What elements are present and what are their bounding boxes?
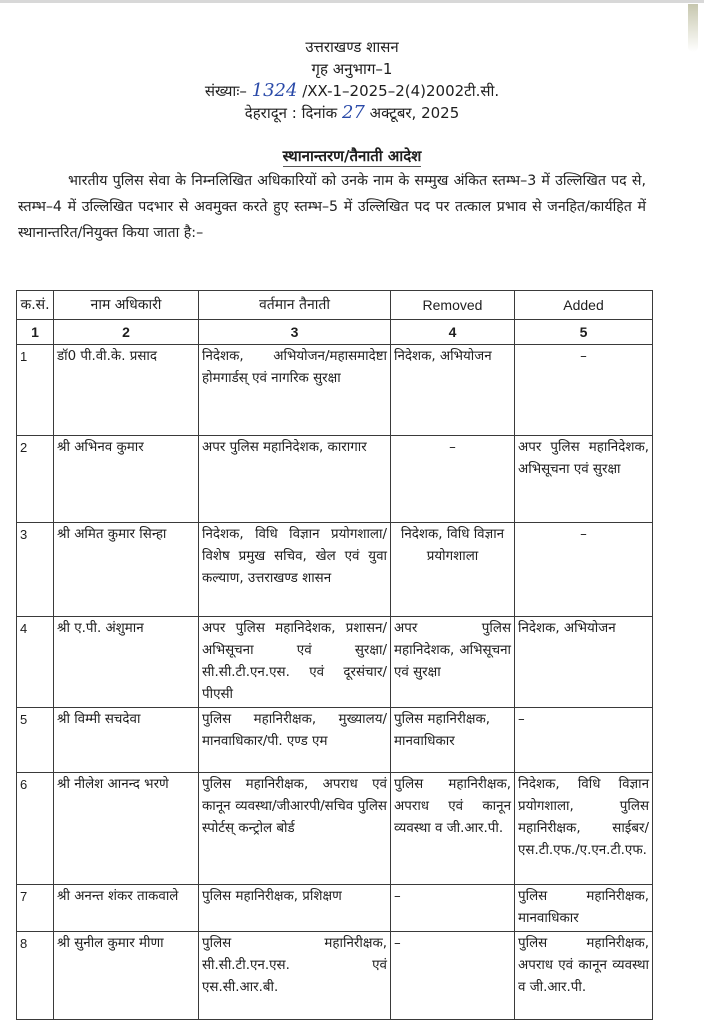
removed-cell: निदेशक, विधि विज्ञान प्रयोगशाला (391, 523, 515, 617)
removed-cell: निदेशक, अभियोजन (391, 345, 515, 436)
header-added: Added (515, 291, 653, 320)
table-row (17, 773, 653, 885)
table-row (17, 345, 653, 436)
serial-cell: 5 (17, 708, 54, 773)
serial-cell: 8 (17, 932, 54, 1020)
table-row (17, 885, 653, 932)
order-title-text: स्थानान्तरण/तैनाती आदेश (282, 147, 422, 165)
added-cell: निदेशक, विधि विज्ञान प्रयोगशाला, पुलिस महानिरीक्षक, साईबर/एस.टी.एफ./ए.एन.टी.एफ. (515, 773, 653, 885)
header-officer-name: नाम अधिकारी (54, 291, 199, 320)
officer-name-cell: श्री ए.पी. अंशुमान (54, 617, 199, 708)
added-cell: – (515, 708, 653, 773)
order-paragraph: भारतीय पुलिस सेवा के निम्नलिखित अधिकारियों को उनके नाम के सम्मुख अंकित स्तम्भ–3 में उल्लिखित पद से, स्तम्भ–4 में उल्लिखित पदभार से अवमुक्त करते हुए स्तम्भ–5 में उल्लिखित पद पर तत्काल प्रभाव से जनहित/कार्यहित में स्थानान्तरित/नियुक्त किया जाता है:– (18, 173, 646, 241)
removed-cell: पुलिस महानिरीक्षक, मानवाधिकार (391, 708, 515, 773)
added-cell: पुलिस महानिरीक्षक, अपराध एवं कानून व्यवस्था व जी.आर.पी. (515, 932, 653, 1020)
place-date-label: देहरादून : दिनांक (244, 104, 338, 122)
handwritten-date: 27 (341, 102, 365, 123)
officer-name-cell: श्री विम्मी सचदेवा (54, 708, 199, 773)
table-header-row (17, 291, 653, 320)
added-cell: – (515, 523, 653, 617)
column-number: 4 (391, 320, 515, 345)
serial-cell: 7 (17, 885, 54, 932)
order-date (0, 102, 704, 124)
removed-cell: – (391, 436, 515, 523)
officer-name-cell: श्री अभिनव कुमार (54, 436, 199, 523)
current-posting-cell: पुलिस महानिरीक्षक, मुख्यालय/मानवाधिकार/पी. एण्ड एम (199, 708, 391, 773)
table-row (17, 708, 653, 773)
officer-name-cell: श्री सुनील कुमार मीणा (54, 932, 199, 1020)
number-suffix: /XX-1–2025–2(4)2002टी.सी. (302, 82, 500, 100)
added-cell: पुलिस महानिरीक्षक, मानवाधिकार (515, 885, 653, 932)
department-name: गृह अनुभाग–1 (311, 60, 393, 78)
added-cell: – (515, 345, 653, 436)
added-cell: निदेशक, अभियोजन (515, 617, 653, 708)
officer-name-cell: श्री अमित कुमार सिन्हा (54, 523, 199, 617)
column-number-row (17, 320, 653, 345)
number-label: संख्याः– (204, 82, 247, 100)
serial-cell: 3 (17, 523, 54, 617)
removed-cell: अपर पुलिस महानिदेशक, अभिसूचना एवं सुरक्षा (391, 617, 515, 708)
added-cell: अपर पुलिस महानिदेशक, अभिसूचना एवं सुरक्षा (515, 436, 653, 523)
screen-top-edge (0, 0, 704, 3)
column-number: 3 (199, 320, 391, 345)
order-number (0, 80, 704, 102)
column-number: 1 (17, 320, 54, 345)
serial-cell: 4 (17, 617, 54, 708)
current-posting-cell: निदेशक, विधि विज्ञान प्रयोगशाला/विशेष प्रमुख सचिव, खेल एवं युवा कल्याण, उत्तराखण्ड शासन (199, 523, 391, 617)
removed-cell: – (391, 932, 515, 1020)
government-name: उत्तराखण्ड शासन (305, 38, 399, 56)
removed-cell: पुलिस महानिरीक्षक, अपराध एवं कानून व्यवस्था व जी.आर.पी. (391, 773, 515, 885)
table-row (17, 436, 653, 523)
column-number: 2 (54, 320, 199, 345)
table-row (17, 523, 653, 617)
officer-name-cell: श्री नीलेश आनन्द भरणे (54, 773, 199, 885)
current-posting-cell: पुलिस महानिरीक्षक, सी.सी.टी.एन.एस. एवं एस.सी.आर.बी. (199, 932, 391, 1020)
serial-cell: 2 (17, 436, 54, 523)
table-row (17, 617, 653, 708)
current-posting-cell: निदेशक, अभियोजन/महासमादेष्टा होमगार्डस् एवं नागरिक सुरक्षा (199, 345, 391, 436)
serial-cell: 6 (17, 773, 54, 885)
current-posting-cell: अपर पुलिस महानिदेशक, कारागार (199, 436, 391, 523)
serial-cell: 1 (17, 345, 54, 436)
handwritten-number: 1324 (251, 80, 298, 101)
officer-name-cell: डॉ0 पी.वी.के. प्रसाद (54, 345, 199, 436)
header-removed: Removed (391, 291, 515, 320)
current-posting-cell: अपर पुलिस महानिदेशक, प्रशासन/अभिसूचना एवं सुरक्षा/सी.सी.टी.एन.एस. एवं दूरसंचार/पीएसी (199, 617, 391, 708)
removed-cell: – (391, 885, 515, 932)
current-posting-cell: पुलिस महानिरीक्षक, अपराध एवं कानून व्यवस्था/जीआरपी/सचिव पुलिस स्पोर्टस् कन्ट्रोल बोर्ड (199, 773, 391, 885)
transfer-table (16, 290, 653, 1020)
header-current-posting: वर्तमान तैनाती (199, 291, 391, 320)
date-suffix: अक्टूबर, 2025 (369, 104, 460, 122)
table-row (17, 932, 653, 1020)
current-posting-cell: पुलिस महानिरीक्षक, प्रशिक्षण (199, 885, 391, 932)
column-number: 5 (515, 320, 653, 345)
header-serial: क.सं. (17, 291, 54, 320)
order-title (0, 145, 704, 167)
officer-name-cell: श्री अनन्त शंकर ताकवाले (54, 885, 199, 932)
